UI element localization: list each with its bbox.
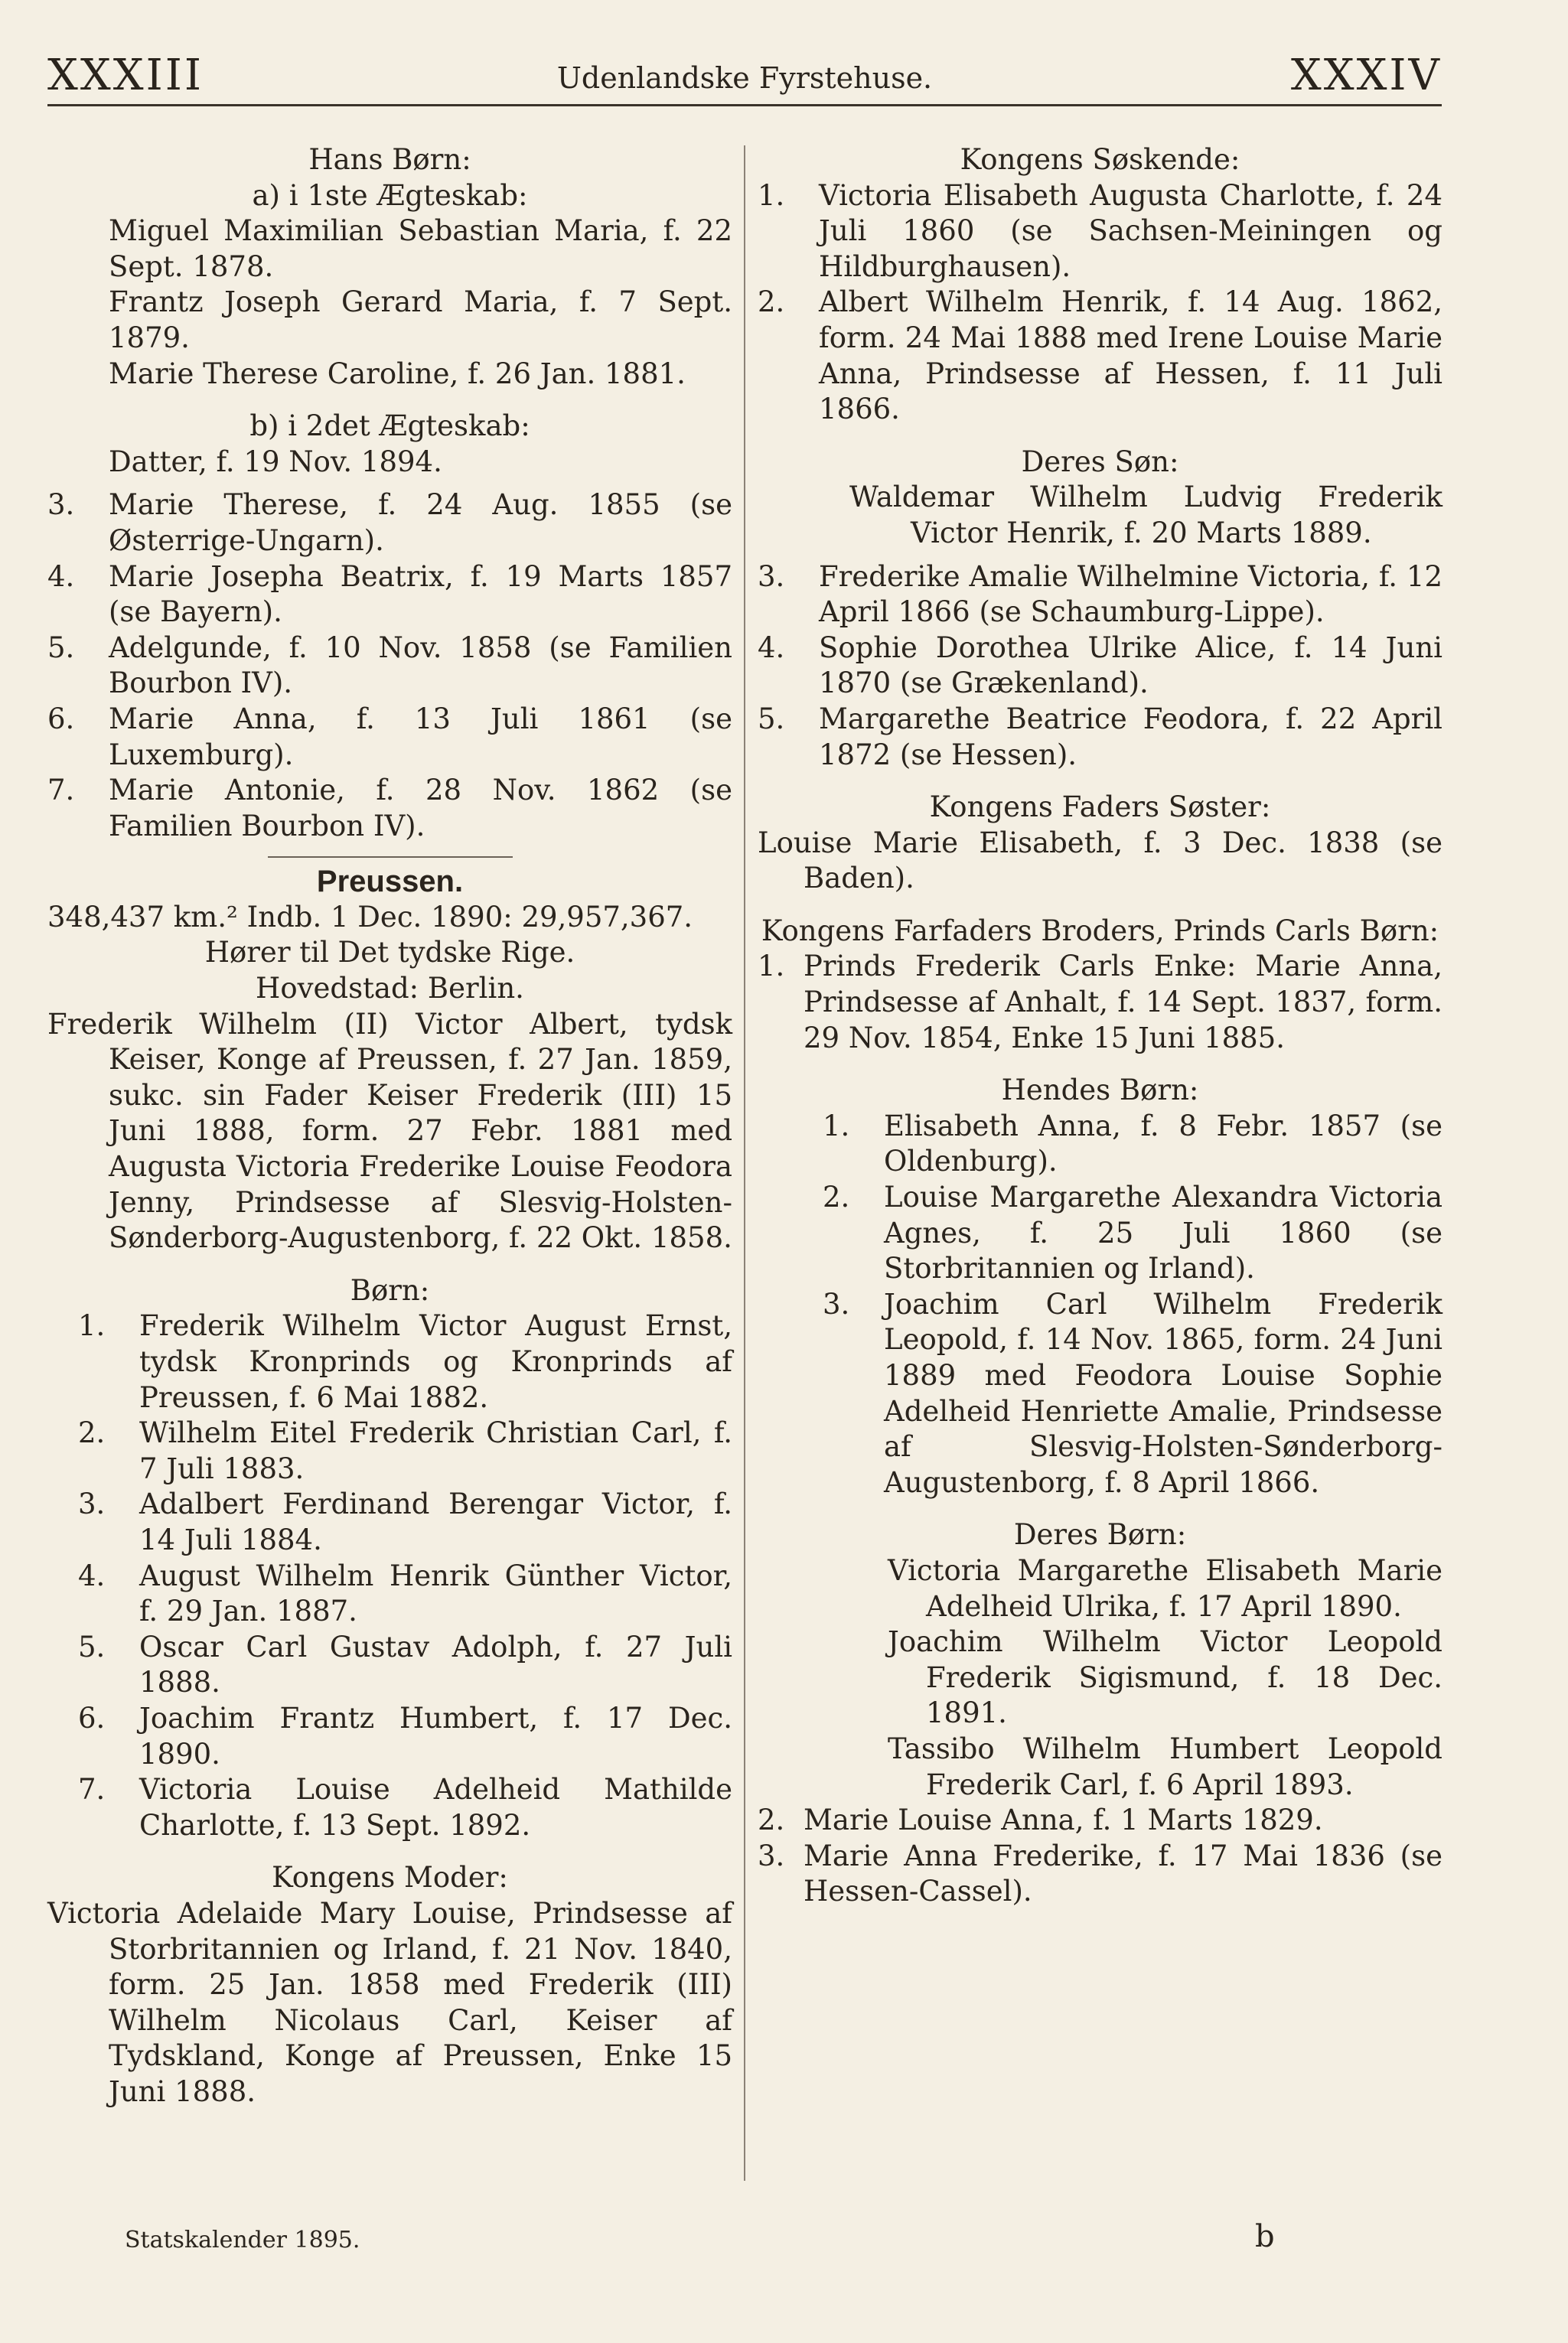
- right-column: [758, 142, 1442, 1910]
- page-number-left: XXXIII: [47, 51, 204, 100]
- list-item: 2. Louise Margarethe Alexandra Victoria Agnes, f. 25 Juli 1860 (se Storbritannien og Irland).: [823, 1181, 1442, 1286]
- list-item: 1. Prinds Frederik Carls Enke: Marie Anna, Prindsesse af Anhalt, f. 14 Sept. 1837, form. 29 Nov. 1854, Enke 15 Juni 1885.: [758, 950, 1442, 1054]
- list-item: 6. Marie Anna, f. 13 Juli 1861 (se Luxemburg).: [47, 702, 732, 771]
- list-item: 3. Marie Anna Frederike, f. 17 Mai 1836 (se Hessen-Cassel).: [758, 1839, 1442, 1908]
- list-item: 3. Frederike Amalie Wilhelmine Victoria, f. 12 April 1866 (se Schaumburg-Lippe).: [758, 559, 1442, 629]
- list-item: 5. Adelgunde, f. 10 Nov. 1858 (se Familien Bourbon IV).: [47, 631, 732, 700]
- list-item: Frantz Joseph Gerard Maria, f. 7 Sept. 1879.: [109, 285, 732, 354]
- list-item: Miguel Maximilian Sebastian Maria, f. 22 Sept. 1878.: [109, 214, 732, 283]
- father-sister-entry: Louise Marie Elisabeth, f. 3 Dec. 1838 (se Baden).: [758, 826, 1442, 895]
- her-children-list: [758, 1109, 1442, 1501]
- running-title: Udenlandske Fyrstehuse.: [556, 61, 933, 95]
- list-item: Marie Therese Caroline, f. 26 Jan. 1881.: [109, 357, 686, 390]
- second-marriage-children: [47, 445, 732, 481]
- list-item: 3. Joachim Carl Wilhelm Frederik Leopold, f. 14 Nov. 1865, form. 24 Juni 1889 med Feodora Louise Sophie Adelheid Henriette Amalie, Prindsesse af Slesvig-Holsten-Sønderborg-Augustenborg, f. 8 April 1866.: [823, 1287, 1442, 1499]
- list-item: 3. Marie Therese, f. 24 Aug. 1855 (se Østerrige-Ungarn).: [47, 488, 732, 557]
- their-son-heading: Deres Søn:: [1021, 445, 1179, 478]
- list-item: 1. Frederik Wilhelm Victor August Ernst, tydsk Kronprinds og Kronprinds af Preussen, f. 6 Mai 1882.: [78, 1309, 732, 1414]
- first-marriage-children: [47, 213, 732, 392]
- siblings-list: [47, 487, 732, 844]
- first-marriage-heading: a) i 1ste Ægteskab:: [252, 178, 528, 212]
- hans-born-heading: Hans Børn:: [308, 143, 471, 176]
- list-item: Joachim Wilhelm Victor Leopold Frederik Sigismund, f. 18 Dec. 1891.: [888, 1625, 1442, 1730]
- list-item: 5. Margarethe Beatrice Feodora, f. 22 April 1872 (se Hessen).: [758, 702, 1442, 771]
- children-list: [47, 1308, 732, 1843]
- her-children-heading: Hendes Børn:: [1001, 1074, 1199, 1107]
- column-divider: [744, 145, 745, 2181]
- list-item: 1. Elisabeth Anna, f. 8 Febr. 1857 (se Oldenburg).: [823, 1109, 1442, 1178]
- grandfather-brother-rest: [758, 1803, 1442, 1910]
- siblings-heading: Kongens Søskende:: [960, 143, 1240, 176]
- section-title-preussen: Preussen.: [316, 865, 464, 899]
- list-item: 6. Joachim Frantz Humbert, f. 17 Dec. 1890.: [78, 1701, 732, 1771]
- list-item: 3. Adalbert Ferdinand Berengar Victor, f. 14 Juli 1884.: [78, 1488, 732, 1556]
- their-children-heading: Deres Børn:: [1013, 1518, 1187, 1552]
- list-item: 4. Marie Josepha Beatrix, f. 19 Marts 1857 (se Bayern).: [47, 559, 732, 629]
- their-children-list: [758, 1553, 1442, 1803]
- list-item: 4. Sophie Dorothea Ulrike Alice, f. 14 Juni 1870 (se Grækenland).: [758, 631, 1442, 700]
- mother-entry: Victoria Adelaide Mary Louise, Prindsesse af Storbritannien og Irland, f. 21 Nov. 1840, form. 25 Jan. 1858 med Frederik (III) Wilhelm Nicolaus Carl, Keiser af Tydskland, Konge af Preussen, Enke 15 Juni 1888.: [47, 1896, 732, 2108]
- siblings-list-b: [758, 559, 1442, 774]
- list-item: 1. Victoria Elisabeth Augusta Charlotte, f. 24 Juli 1860 (se Sachsen-Meiningen og Hildburghausen).: [758, 178, 1442, 283]
- area-line: 348,437 km.² Indb. 1 Dec. 1890: 29,957,367.: [47, 900, 693, 934]
- list-item: Tassibo Wilhelm Humbert Leopold Frederik Carl, f. 6 April 1893.: [888, 1732, 1442, 1801]
- list-item: 7. Victoria Louise Adelheid Mathilde Charlotte, f. 13 Sept. 1892.: [78, 1773, 732, 1842]
- list-item: 4. August Wilhelm Henrik Günther Victor, f. 29 Jan. 1887.: [78, 1559, 732, 1628]
- list-item: 2. Marie Louise Anna, f. 1 Marts 1829.: [758, 1804, 1323, 1837]
- list-item: 7. Marie Antonie, f. 28 Nov. 1862 (se Familien Bourbon IV).: [47, 774, 732, 842]
- section-divider: [268, 856, 513, 858]
- footer-sheet-mark: b: [1255, 2219, 1275, 2254]
- list-item: 2. Albert Wilhelm Henrik, f. 14 Aug. 1862, form. 24 Mai 1888 med Irene Louise Marie Anna, Prindsesse af Hessen, f. 11 Juli 1866.: [758, 285, 1442, 426]
- list-item: Victoria Margarethe Elisabeth Marie Adelheid Ulrika, f. 17 April 1890.: [888, 1553, 1442, 1623]
- children-heading: Børn:: [350, 1273, 430, 1307]
- left-column: [47, 142, 732, 2110]
- father-sister-heading: Kongens Faders Søster:: [929, 790, 1271, 824]
- siblings-list-a: [758, 178, 1442, 428]
- second-marriage-heading: b) i 2det Ægteskab:: [249, 409, 530, 443]
- list-item: 5. Oscar Carl Gustav Adolph, f. 27 Juli 1888.: [78, 1630, 732, 1699]
- list-item: 2. Wilhelm Eitel Frederik Christian Carl, f. 7 Juli 1883.: [78, 1416, 732, 1485]
- their-son-entry: Waldemar Wilhelm Ludvig Frederik Victor Henrik, f. 20 Marts 1889.: [849, 481, 1442, 549]
- rige-line: Hører til Det tydske Rige.: [204, 936, 575, 969]
- list-item: Datter, f. 19 Nov. 1894.: [109, 445, 442, 478]
- mother-heading: Kongens Moder:: [272, 1861, 508, 1895]
- page-number-right: XXXIV: [1290, 51, 1442, 100]
- capital-line: Hovedstad: Berlin.: [256, 972, 524, 1005]
- footer-signature: Statskalender 1895.: [125, 2227, 360, 2253]
- king-entry: Frederik Wilhelm (II) Victor Albert, tydsk Keiser, Konge af Preussen, f. 27 Jan. 1859, sukc. sin Fader Keiser Frederik (III) 15 Juni 1888, form. 27 Febr. 1881 med Augusta Victoria Frederike Louise Feodora Jenny, Prindsesse af Slesvig-Holsten-Sønderborg-Augustenborg, f. 22 Okt. 1858.: [47, 1007, 732, 1255]
- page-header: [47, 51, 1442, 106]
- grandfather-brother-heading: Kongens Farfaders Broders, Prinds Carls Børn:: [761, 914, 1439, 947]
